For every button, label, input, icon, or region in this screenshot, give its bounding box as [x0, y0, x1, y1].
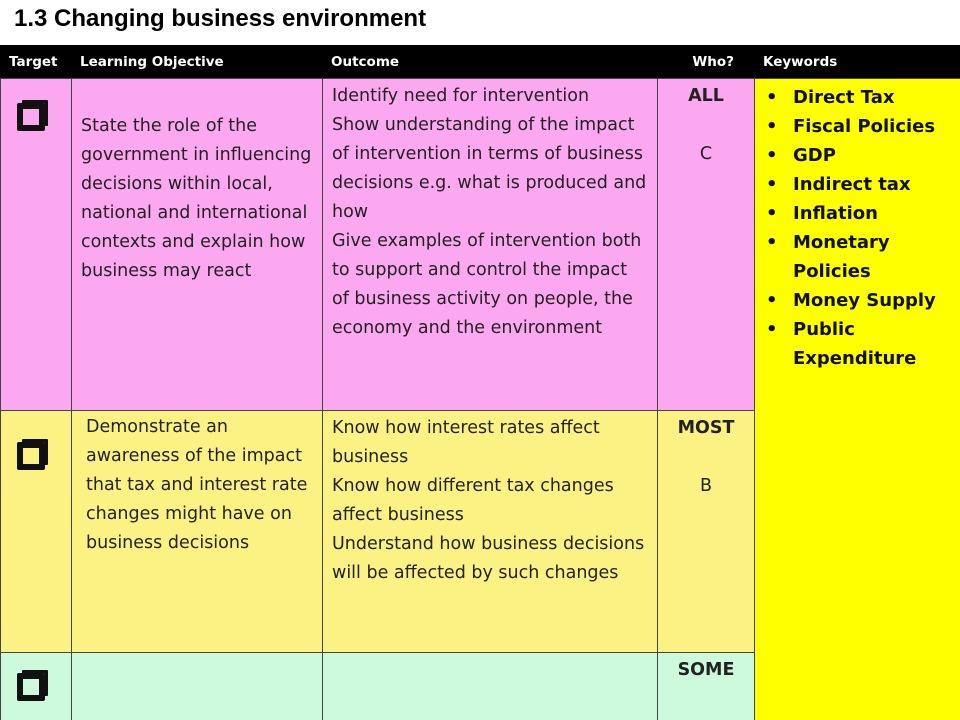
keyword-item: • Fiscal Policies: [793, 112, 960, 141]
objective-most: Demonstrate an awareness of the impact that tax and interest rate changes might have on business decisions: [71, 410, 322, 652]
keywords-list: [755, 79, 960, 373]
header-outcome: Outcome: [322, 45, 657, 78]
outcome-all: [322, 78, 657, 410]
keyword-item: • Inflation: [793, 199, 960, 228]
keywords-cell: [754, 78, 960, 720]
checkbox-icon[interactable]: [17, 103, 45, 131]
header-keywords: Keywords: [754, 45, 960, 78]
checkbox-icon[interactable]: [17, 673, 45, 701]
objective-some: [71, 652, 322, 720]
header-who: Who?: [657, 45, 754, 78]
objective-all: State the role of the government in influencing decisions within local, national and international contexts and explain how business may react: [71, 78, 322, 410]
keyword-item: • Public Expenditure: [793, 315, 960, 373]
keyword-item: • Money Supply: [793, 286, 960, 315]
outcome-some: [322, 652, 657, 720]
outcome-line: Give examples of intervention both to support and control the impact of business activity on people, the economy and the environment: [332, 231, 642, 338]
checkbox-icon[interactable]: [17, 442, 45, 470]
who-most: [657, 410, 754, 652]
target-cell-all[interactable]: [0, 78, 71, 410]
outcome-line: Show understanding of the impact of intervention in terms of business decisions e.g. what is produced and how: [332, 115, 647, 222]
keyword-item: • Indirect tax: [793, 170, 960, 199]
header-target: Target: [0, 45, 71, 78]
who-label: ALL: [688, 86, 724, 106]
who-label: MOST: [677, 418, 735, 438]
header-objective: Learning Objective: [71, 45, 322, 78]
outcome-most: [322, 410, 657, 652]
target-cell-some[interactable]: [0, 652, 71, 720]
who-all: [657, 78, 754, 410]
objectives-table: [0, 45, 960, 720]
grade-label: C: [699, 144, 713, 164]
keyword-item: • GDP: [793, 141, 960, 170]
grade-label: B: [699, 476, 712, 496]
outcome-line: Identify need for intervention: [332, 86, 590, 106]
outcome-line: Know how different tax changes affect business: [332, 476, 614, 525]
keyword-item: • Monetary Policies: [793, 228, 960, 286]
outcome-line: Understand how business decisions will be affected by such changes: [332, 534, 645, 583]
outcome-line: Know how interest rates affect business: [332, 418, 600, 467]
target-cell-most[interactable]: [0, 410, 71, 652]
who-some: [657, 652, 754, 720]
page-title: 1.3 Changing business environment: [14, 5, 427, 32]
keyword-item: • Direct Tax: [793, 83, 960, 112]
who-label: SOME: [677, 660, 735, 680]
